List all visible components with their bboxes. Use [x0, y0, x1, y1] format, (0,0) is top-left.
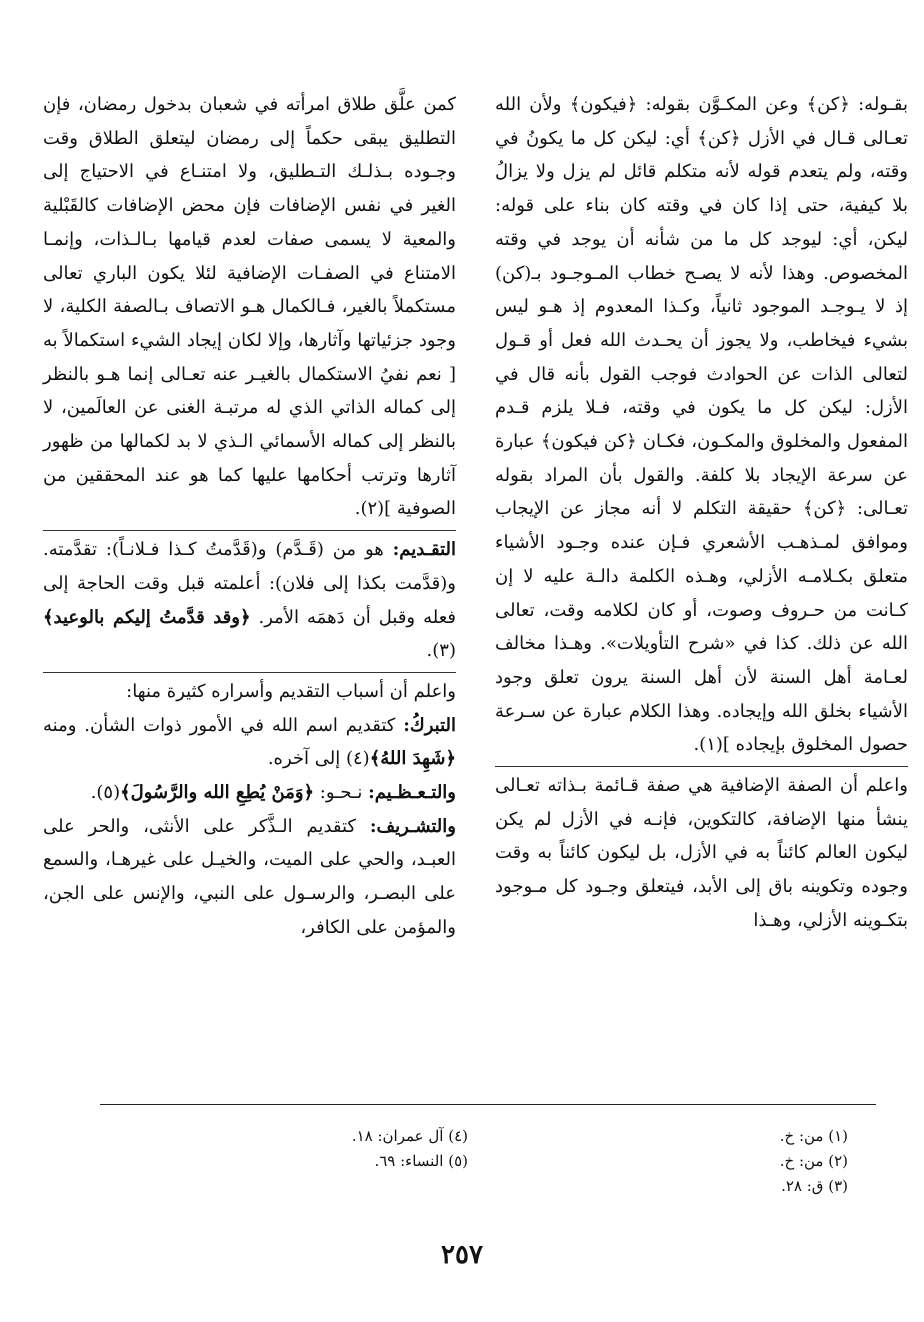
- verse-quote: ﴿وَمَنْ يُطِعِ الله والرَّسُولَ﴾: [120, 782, 315, 804]
- footnote-5: (٥) النساء: ٦٩.: [374, 1152, 468, 1170]
- term-taazim: والتـعـظـيم:: [368, 782, 456, 804]
- tabarruk-item: [43, 709, 456, 776]
- paragraph-separator: [43, 672, 456, 673]
- term-taqdim: التقـديم:: [392, 539, 456, 561]
- tashrif-text: كتقديم الـذَّكر على الأنثى، والحر على العبـد، والحي على الميت، والخيـل على غيرهـا، والسمع على البصـر، والرسـول على النبي، والإنس على الجن، والمؤمن على الكافر،: [43, 815, 456, 938]
- asbab-intro: واعلم أن أسباب التقديم وأسراره كثيرة منها:: [126, 680, 456, 702]
- verse-quote: ﴿وقد قدَّمتُ إليكم بالوعيد﴾: [43, 606, 251, 628]
- footnote-1: (١) من: خ.: [779, 1127, 848, 1145]
- tashrif-item: [43, 810, 456, 945]
- page-number: ٢٥٧: [441, 1240, 483, 1270]
- taqdim-text: هو من (قَـدَّم) و(قَدَّمتُ كـذا فـلانـاً): تقدَّمته. و(قدَّمت بكذا إلى فلان): أعلمته قبل وقت الحاجة إلى فعله وقبل أن دَهمَه الأمر.: [43, 539, 456, 628]
- verse-quote: ﴿شَهِدَ اللهُ﴾: [369, 748, 456, 770]
- tabarruk-text: كتقديم اسم الله في الأمور ذوات الشأن. ومنه: [43, 714, 404, 736]
- right-paragraph-1: بقـوله: ﴿كن﴾ وعن المكـوَّن بقوله: ﴿فيكون﴾ ولأن الله تعـالى قـال في الأزل ﴿كن﴾ أي: ليكن كل ما يكونُ في وقته، ولم يتعدم قوله لأنه متكلم قائل لم يزل ولا يزالُ بلا كيفية، حتى إذا كان في وقته كان بناء على قوله: ليكن، أي: ليوجد كل ما من شأنه أن يوجد في وقته المخصوص. وهذا لأنه لا يصـح خطاب المـوجـود بـ(كن) إذ لا يـوجـد الموجود ثانياً، وكـذا المعدوم إذ هـو ليس بشيء فيخاطب، ولا يجوز أن يحـدث الله فعل أو قـول لتعالى الذات عن الحوادث فوجب القول بأنه قال في الأزل: ليكن كل ما يكون في وقته، فـلا يلزم قـدم المفعول والمخلوق والمكـون، فكـان ﴿كن فيكون﴾ عبارة عن سرعة الإيجاد بلا كلفة. والقول بأن المراد بقوله تعـالى: ﴿كن﴾ حقيقة التكلم لا أنه مجاز عن الإيجاب وموافق لمـذهـب الأشعري فـإن عنده وجـود الأشياء متعلق بكـلامـه الأزلي، وهـذه الكلمة دالـة عليه لا إن كـانت من حـروف وصوت، أو كان لكلامه وقت، تعالى الله عن ذلك. كذا في «شرح التأويلات». وهـذا مخالف لعـامة أهل السنة لأن أهل السنة يرون تعلق وجود الأشياء بخلق الله وإيجاده. وهذا الكلام عبارة عن سـرعة حصول المخلوق بإيجاده ](١).: [495, 94, 908, 756]
- left-column: [43, 88, 456, 945]
- footnote-ref: (٤) إلى آخره.: [267, 748, 370, 770]
- taazim-text: نـحـو:: [314, 782, 369, 804]
- footnote-4: (٤) آل عمران: ١٨.: [351, 1127, 468, 1145]
- taazim-item: [43, 776, 456, 810]
- paragraph-separator: [43, 530, 456, 531]
- term-tabarruk: التبركُ:: [403, 714, 456, 736]
- paragraph-separator: [495, 766, 908, 767]
- footnotes-right: [600, 1124, 848, 1199]
- footnote-ref: (٣).: [426, 640, 456, 662]
- footnote-3: (٣) ق: ٢٨.: [781, 1177, 848, 1195]
- footnote-2: (٢) من: خ.: [779, 1152, 848, 1170]
- footnote-divider: [100, 1104, 876, 1105]
- taqdim-definition: [43, 533, 456, 668]
- footnote-ref: (٥).: [90, 782, 121, 804]
- right-column: [495, 88, 908, 938]
- term-tashrif: والتشـريف:: [369, 815, 456, 837]
- footnotes-left: [200, 1124, 468, 1174]
- right-paragraph-2: واعلم أن الصفة الإضافية هي صفة قـائمة بـذاته تعـالى ينشأ منها الإضافة، كالتكوين، فإنـه في الأزل لم يكن ليكون العالم كائناً به في الأزل، بل ليكون كائناً به وقت وجوده وتكوينه باق إلى الأبد، فيتعلق وجـود كل مـوجود بتكـوينه الأزلي، وهـذا: [495, 775, 908, 931]
- left-paragraph-1: كمن علَّق طلاق امرأته في شعبان بدخول رمضان، فإن التطليق يبقى حكماً إلى رمضان ليتعلق الطلاق وقت وجـوده بـذلـك التـطليق، ولا امتنـاع في الاحتياج إلى الغير في نفس الإضافات فإن محض الإضافات كالقَبْلية والمعية لا يسمى صفات لعدم قيامها بـالـذات، وإنمـا الامتناع في الصفـات الإضافية لئلا يكون الباري تعالى مستكملاً بالغير، فـالكمال هـو الاتصاف بـالصفة الكلية، لا وجود جزئياتها وآثارها، وإلا لكان إيجاد الشيء استكمالاً به [ نعم نفيُ الاستكمال بالغيـر عنه تعـالى إنما هـو بالنظر إلى كماله الذاتي الذي له مرتبـة الغنى عن العالَمين، لا بالنظر إلى كماله الأسمائي الـذي لا بد لكمالها من ظهور آثارها وترتب أحكامها عليها كما هو عند المحققين من الصوفية ](٢).: [43, 94, 456, 520]
